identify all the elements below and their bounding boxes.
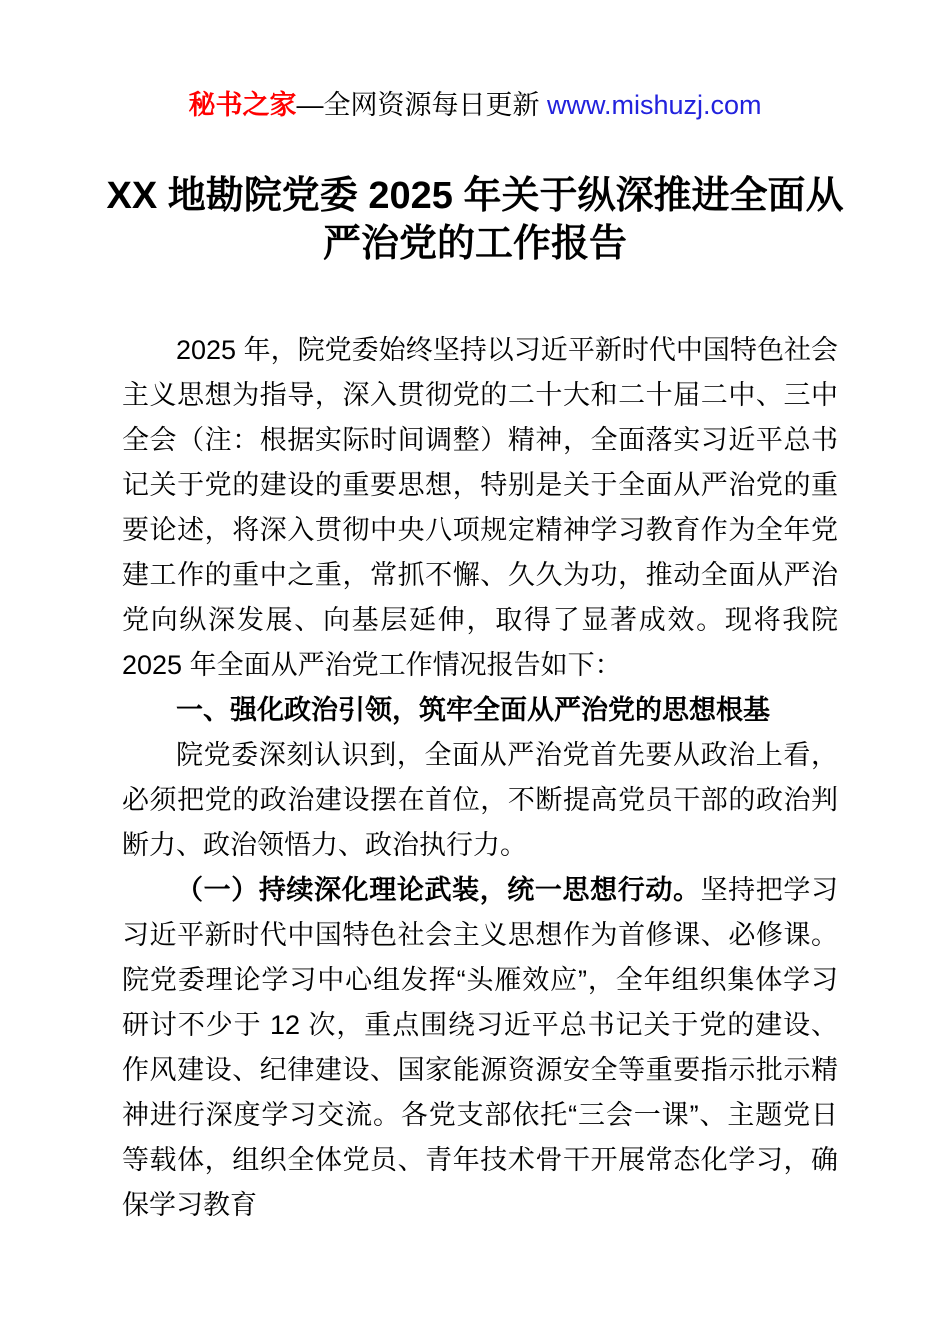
header-dash: — xyxy=(296,90,324,120)
subsection-body-text: 坚持把学习习近平新时代中国特色社会主义思想作为首修课、必修课。院党委理论学习中心组发挥“头雁效应”，全年组织集体学习研讨不少于 12 次，重点围绕习近平总书记关于党的建设、作风建设、纪律建设、国家能源资源安全等重要指示批示精神进行深度学习交流。各党支部依托“三会一课”、主题党日等载体，组织全体党员、青年技术骨干开展常态化学习，确保学习教育 xyxy=(122,875,839,1220)
site-header xyxy=(0,0,950,120)
site-url-link[interactable]: www.mishuzj.com xyxy=(546,90,762,120)
paragraph-intro: 2025 年，院党委始终坚持以习近平新时代中国特色社会主义思想为指导，深入贯彻党的二十大和二十届二中、三中全会（注：根据实际时间调整）精神，全面落实习近平总书记关于党的建设的重要思想，特别是关于全面从严治党的重要论述，将深入贯彻中央八项规定精神学习教育作为全年党建工作的重中之重，常抓不懈、久久为功，推动全面从严治党向纵深发展、向基层延伸，取得了显著成效。现将我院 2025 年全面从严治党工作情况报告如下： xyxy=(122,335,838,680)
subsection-lead-bold: （一）持续深化理论武装，统一思想行动。 xyxy=(176,875,701,905)
section-heading-1: 一、强化政治引领，筑牢全面从严治党的思想根基 xyxy=(176,695,770,725)
header-tagline: 全网资源每日更新 xyxy=(323,90,547,120)
paragraph-political-position: 院党委深刻认识到，全面从严治党首先要从政治上看，必须把党的政治建设摆在首位，不断提高党员干部的政治判断力、政治领悟力、政治执行力。 xyxy=(122,740,838,860)
brand-name: 秘书之家 xyxy=(188,90,297,120)
paragraph-theory-armament xyxy=(122,868,838,1228)
document-title: XX 地勘院党委 2025 年关于纵深推进全面从严治党的工作报告 xyxy=(106,175,844,265)
document-body xyxy=(0,328,950,1228)
